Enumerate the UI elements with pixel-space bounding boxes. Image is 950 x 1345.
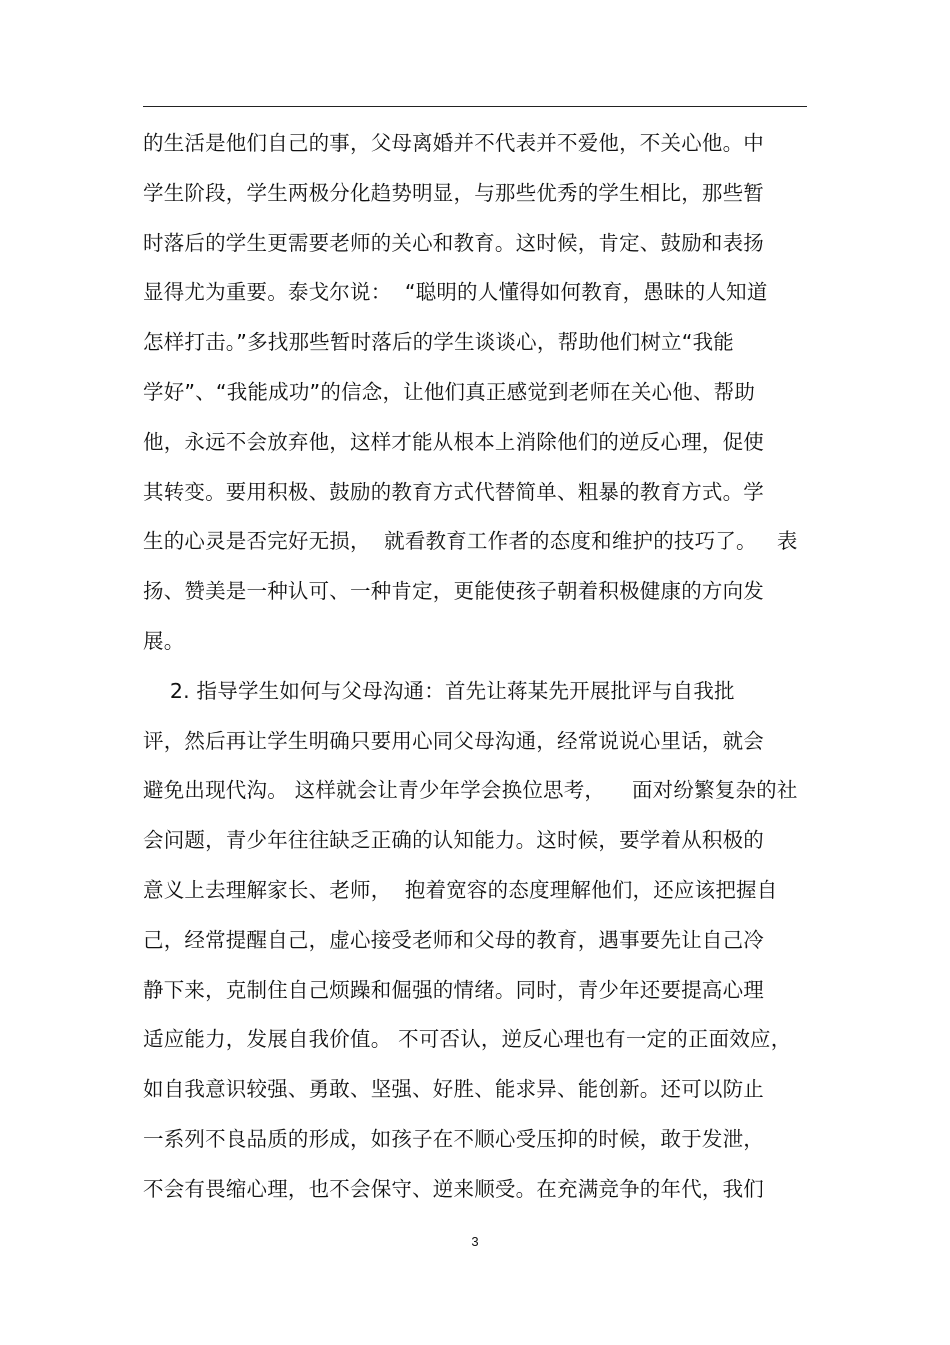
header-rule: [143, 106, 807, 107]
text-line: 展。: [143, 628, 185, 653]
text-line: 生的心灵是否完好无损， 就看教育工作者的态度和维护的技巧了。 表: [143, 529, 798, 554]
text-line: 2. 指导学生如何与父母沟通：首先让蒋某先开展批评与自我批: [143, 678, 735, 703]
page-number: 3: [471, 1234, 479, 1249]
text-line: 静下来，克制住自己烦躁和倔强的情绪。同时，青少年还要提高心理: [143, 977, 764, 1002]
text-line: 怎样打击。”多找那些暂时落后的学生谈谈心，帮助他们树立“我能: [143, 330, 734, 355]
text-line: 显得尤为重要。泰戈尔说： “聪明的人懂得如何教育，愚昧的人知道: [143, 280, 768, 305]
text-line: 不会有畏缩心理，也不会保守、逆来顺受。在充满竞争的年代，我们: [143, 1176, 764, 1201]
text-line: 的生活是他们自己的事，父母离婚并不代表并不爱他，不关心他。中: [143, 131, 764, 155]
text-line: 如自我意识较强、勇敢、坚强、好胜、能求异、能创新。还可以防止: [143, 1077, 764, 1102]
body-text: [143, 119, 813, 1215]
text-line: 避免出现代沟。 这样就会让青少年学会换位思考， 面对纷繁复杂的社: [143, 778, 798, 803]
text-line: 时落后的学生更需要老师的关心和教育。这时候，肯定、鼓励和表扬: [143, 230, 764, 255]
text-line: 会问题，青少年往往缺乏正确的认知能力。这时候，要学着从积极的: [143, 828, 764, 853]
text-line: 扬、赞美是一种认可、一种肯定，更能使孩子朝着积极健康的方向发: [143, 579, 764, 604]
text-line: 评，然后再让学生明确只要用心同父母沟通，经常说说心里话，就会: [143, 728, 764, 753]
text-line: 学好”、“我能成功”的信念，让他们真正感觉到老师在关心他、帮助: [143, 379, 756, 404]
text-line: 适应能力，发展自我价值。 不可否认，逆反心理也有一定的正面效应，: [143, 1027, 792, 1052]
text-line: 己，经常提醒自己，虚心接受老师和父母的教育，遇事要先让自己冷: [143, 927, 764, 952]
text-line: 意义上去理解家长、老师， 抱着宽容的态度理解他们，还应该把握自: [143, 877, 778, 902]
text-line: 一系列不良品质的形成，如孩子在不顺心受压抑的时候，敢于发泄，: [143, 1126, 764, 1151]
text-line: 其转变。要用积极、鼓励的教育方式代替简单、粗暴的教育方式。学: [143, 479, 764, 504]
text-line: 他，永远不会放弃他，这样才能从根本上消除他们的逆反心理，促使: [143, 429, 764, 454]
text-line: 学生阶段，学生两极分化趋势明显，与那些优秀的学生相比，那些暂: [143, 180, 764, 205]
